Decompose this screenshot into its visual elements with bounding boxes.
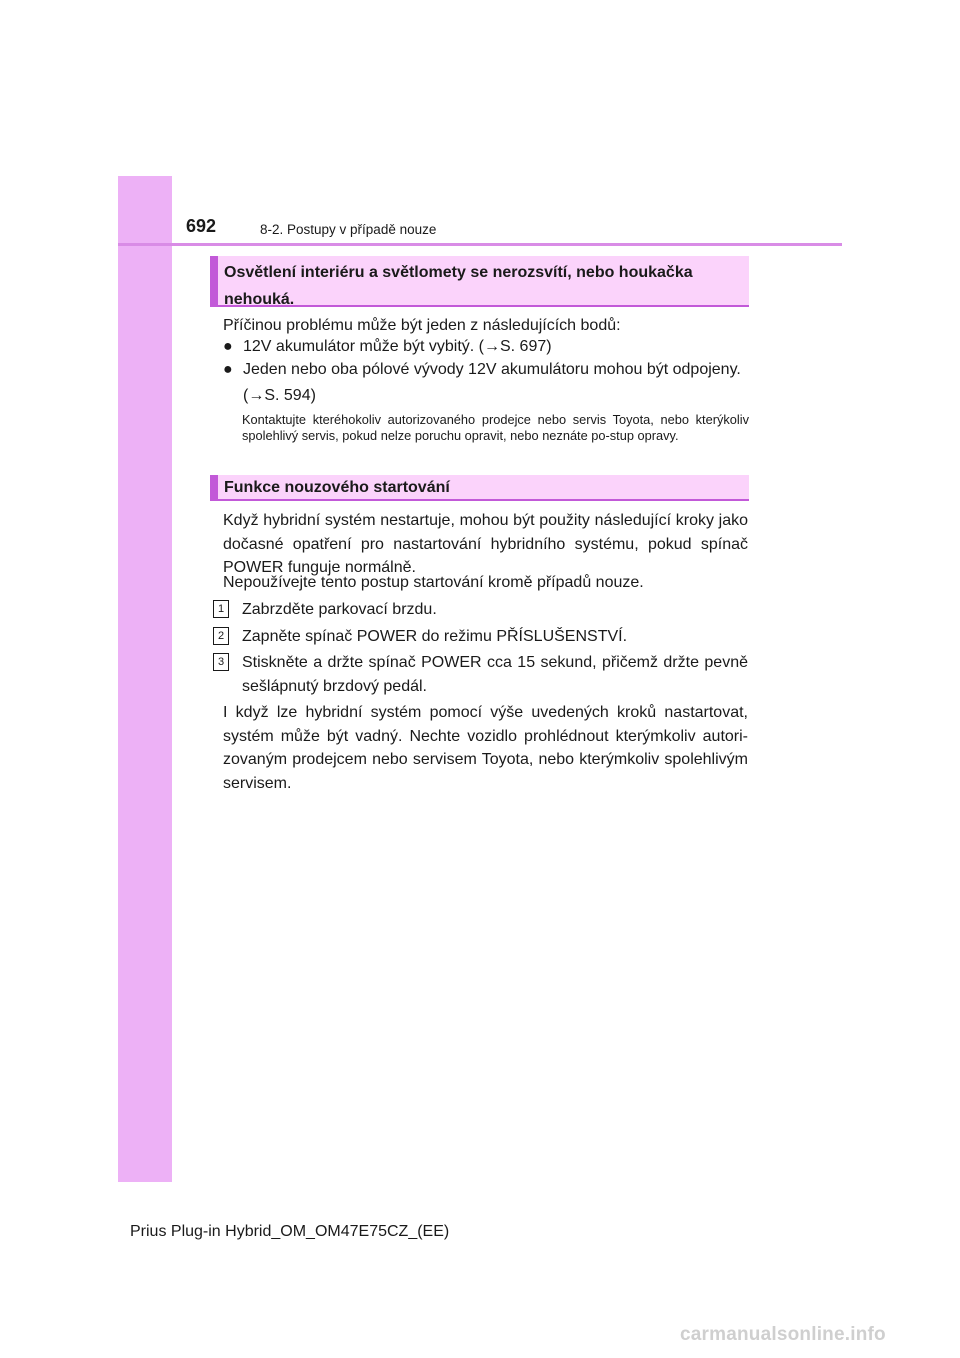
step-text: Stiskněte a držte spínač POWER cca 15 sekund, přičemž držte pevně sešlápnutý brzdový pedál.	[242, 654, 748, 695]
bullet-text: Jeden nebo oba pólové vývody 12V akumulátoru mohou být odpojeny. (→S. 594)	[243, 361, 741, 404]
chapter-sidebar-tab	[118, 176, 172, 1182]
service-note: Kontaktujte kteréhokoliv autorizovaného prodejce nebo servis Toyota, nebo kterýkoliv spolehlivý servis, pokud nelze poruchu opravit, nebo neznáte po-stup opravy.	[242, 412, 749, 443]
step-text: Zabrzděte parkovací brzdu.	[242, 601, 437, 618]
step-item	[213, 651, 748, 699]
bullet-dot-icon: ●	[223, 361, 233, 378]
page-number: 692	[186, 216, 217, 236]
section2-warning: Nepoužívejte tento postup startování kromě případů nouze.	[223, 574, 644, 591]
section1-intro: Příčinou problému může být jeden z následujících bodů:	[223, 317, 621, 334]
document-footer: Prius Plug-in Hybrid_OM_OM47E75CZ_(EE)	[130, 1223, 450, 1240]
bullet-item	[223, 357, 748, 409]
step-text: Zapněte spínač POWER do režimu PŘÍSLUŠENSTVÍ.	[242, 628, 628, 645]
step-number-badge: 3	[213, 653, 229, 671]
bullet-text: 12V akumulátor může být vybitý. (→S. 697)	[243, 338, 552, 355]
section-heading-emergency-start: Funkce nouzového startování	[210, 475, 749, 501]
step-number-badge: 1	[213, 600, 229, 618]
chapter-title: 8-2. Postupy v případě nouze	[260, 222, 437, 237]
header-divider	[118, 243, 842, 246]
step-item	[213, 598, 748, 622]
section2-intro: Když hybridní systém nestartuje, mohou být použity následující kroky jako dočasné opatření pro nastartování hybridního systému, pokud spínač POWER funguje normálně.	[223, 512, 748, 576]
bullet-dot-icon: ●	[223, 338, 233, 355]
closing-paragraph: I když lze hybridní systém pomocí výše uvedených kroků nastartovat, systém může být vadný. Nechte vozidlo prohlédnout kterýmkoliv autori-zovaným prodejcem nebo servisem Toyota, nebo kterýmkoliv spolehlivým servisem.	[223, 704, 748, 792]
site-watermark: carmanualsonline.info	[680, 1324, 886, 1345]
step-number-badge: 2	[213, 627, 229, 645]
section-heading-lights-horn: Osvětlení interiéru a světlomety se nerozsvítí, nebo houkačka nehouká.	[210, 256, 749, 307]
step-item	[213, 625, 748, 649]
